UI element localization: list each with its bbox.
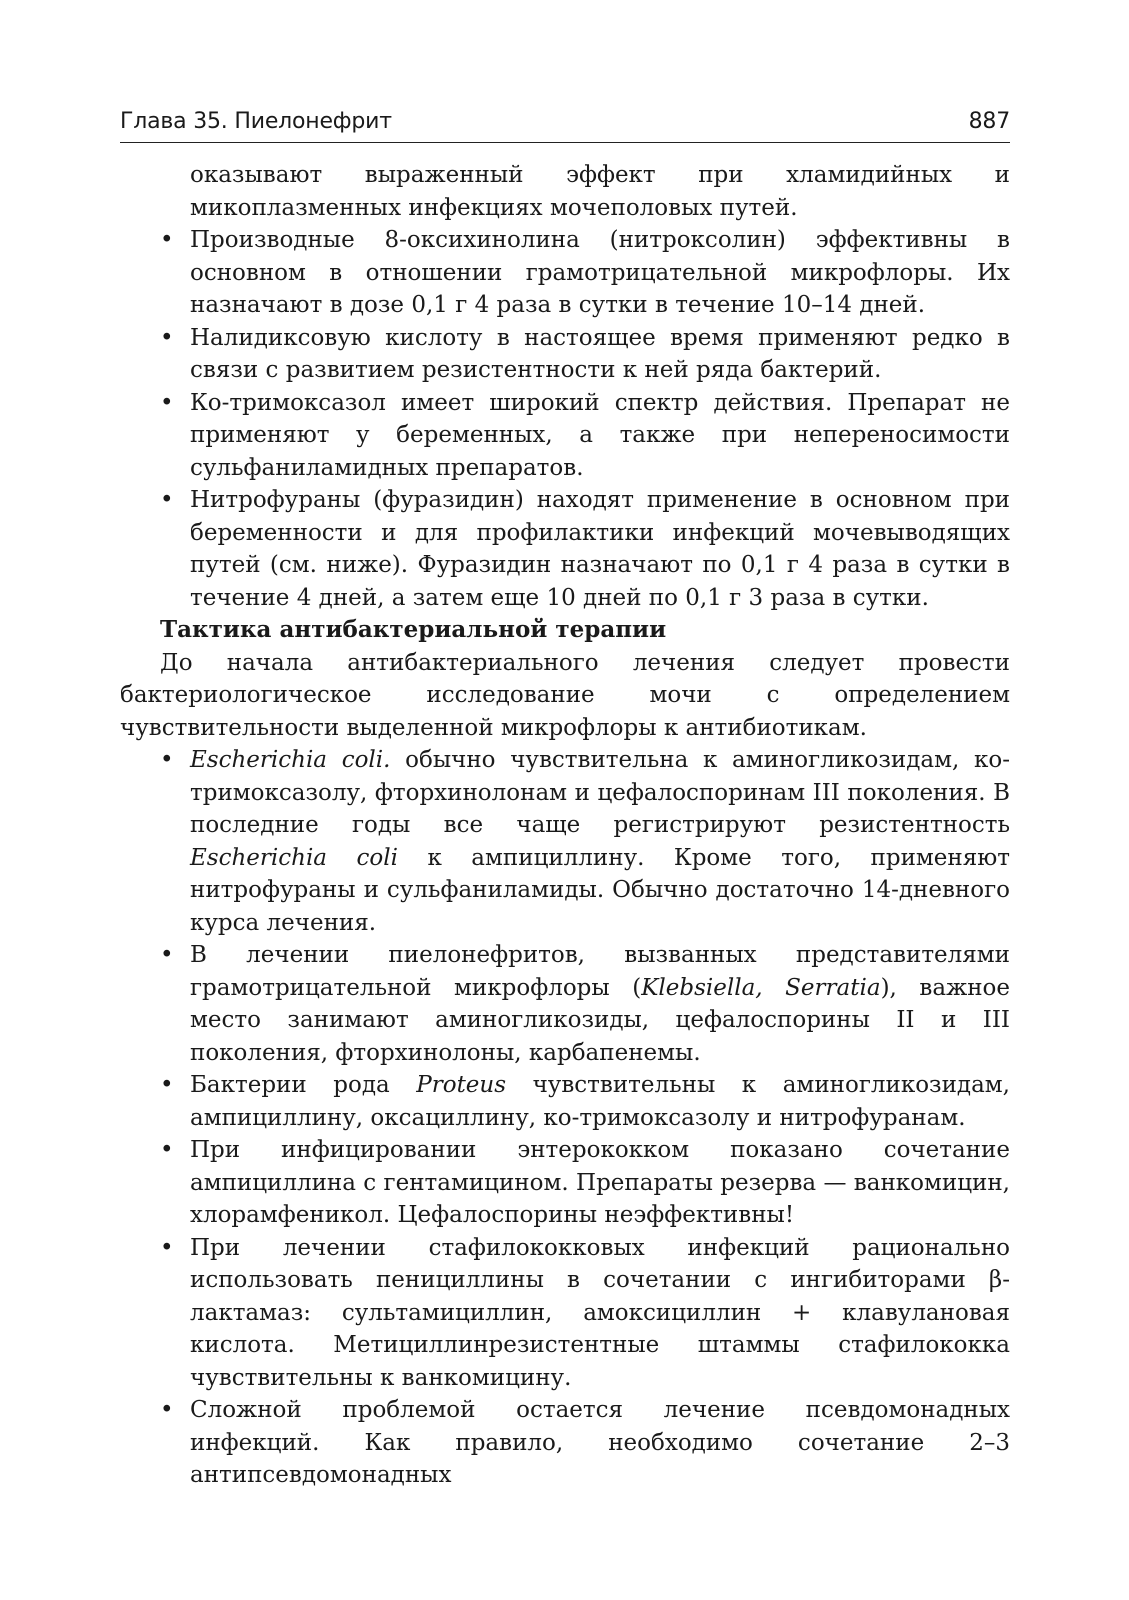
list-item: • Нитрофураны (фуразидин) находят применение в основном при беременности и для профилактики инфекций мочевыводящих путей (см. ниже). Фуразидин назначают по 0,1 г 4 раза в сутки в течение 4 дней, а затем еще 10 дней по 0,1 г 3 раза в сутки. <box>190 484 1010 614</box>
species-name: Escherichia coli. <box>190 747 391 773</box>
list-item: • Производные 8-оксихинолина (нитроксолин) эффективны в основном в отношении грамотрицательной микрофлоры. Их назначают в дозе 0,1 г 4 раза в сутки в течение 10–14 дней. <box>190 224 1010 322</box>
drug-list <box>120 224 1010 614</box>
list-item <box>190 1069 1010 1134</box>
list-item: • Сложной проблемой остается лечение псевдомонадных инфекций. Как правило, необходимо сочетание 2–3 антипсевдомонадных <box>190 1394 1010 1492</box>
chapter-title: Глава 35. Пиелонефрит <box>120 109 392 134</box>
list-item-text: обычно чувствительна к аминогликозидам, ко-тримоксазолу, фторхинолонам и цефалоспоринам III поколения. В последние годы все чаще регистрируют резистентность <box>190 747 1010 838</box>
book-page <box>120 108 1010 1492</box>
species-name: Escherichia coli <box>190 844 398 871</box>
list-item-text: ), важное место занимают аминогликозиды, цефалоспорины II и III поколения, фторхинолоны, карбапенемы. <box>190 974 1011 1066</box>
list-item: • Налидиксовую кислоту в настоящее время применяют редко в связи с развитием резистентности к ней ряда бактерий. <box>190 322 1010 387</box>
species-name: Klebsiella, Serratia <box>641 974 881 1001</box>
list-item-text: В лечении пиелонефритов, вызванных представителями грамотрицательной микрофлоры ( <box>190 942 1010 1001</box>
list-item <box>190 744 1010 939</box>
list-item-text: Бактерии рода <box>190 1072 417 1098</box>
section-heading: Тактика антибактериальной терапии <box>160 616 667 643</box>
intro-paragraph: До начала антибактериального лечения следует провести бактериологическое исследование мочи с определением чувствительности выделенной микрофлоры к антибиотикам. <box>120 649 1010 741</box>
list-item: • При инфицировании энтерококком показано сочетание ампициллина с гентамицином. Препараты резерва — ванкомицин, хлорамфеникол. Цефалоспорины неэффективны! <box>190 1134 1010 1232</box>
running-head <box>120 108 1010 143</box>
species-name: Proteus <box>416 1072 507 1098</box>
list-item: • При лечении стафилококковых инфекций рационально использовать пенициллины в сочетании с ингибиторами β-лактамаз: сультамициллин, амоксициллин + клавулановая кислота. Метициллинрезистентные штаммы стафилококка чувствительны к ванкомицину. <box>190 1232 1010 1395</box>
page-number: 887 <box>968 109 1010 134</box>
list-item-text: к ампициллину. Кроме того, применяют нитрофураны и сульфаниламиды. Обычно достаточно 14-дневного курса лечения. <box>190 844 1010 936</box>
list-item: • Ко-тримоксазол имеет широкий спектр действия. Препарат не применяют у беременных, а также при непереносимости сульфаниламидных препаратов. <box>190 387 1010 485</box>
body-text <box>120 159 1010 1492</box>
pathogen-list <box>120 744 1010 1492</box>
list-item <box>190 939 1010 1069</box>
list-item-text: чувствительны к аминогликозидам, ампициллину, оксациллину, ко-тримоксазолу и нитрофуранам. <box>190 1072 1010 1131</box>
continuation-paragraph: оказывают выраженный эффект при хламидийных и микоплазменных инфекциях мочеполовых путей. <box>190 162 1010 221</box>
